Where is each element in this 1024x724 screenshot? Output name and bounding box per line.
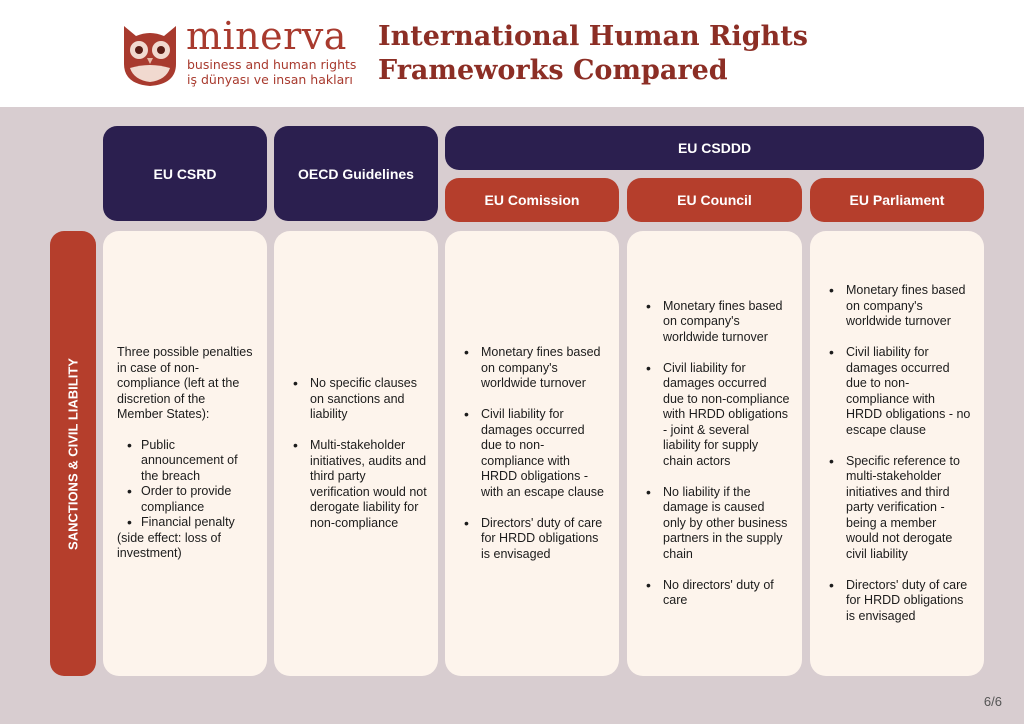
- csrd-outro: (side effect: loss of investment): [117, 530, 221, 561]
- list-item: • Monetary fines based on company's worldwide turnover: [481, 345, 607, 392]
- column-header-eu-parliament: EU Parliament: [810, 178, 984, 222]
- page-title: International Human Rights Frameworks Compared: [378, 21, 808, 86]
- cell-oecd-guidelines: [274, 231, 438, 676]
- commission-list: [445, 345, 607, 562]
- cell-eu-council: [627, 231, 802, 676]
- cell-eu-parliament: [810, 231, 984, 676]
- list-item: • Monetary fines based on company's worldwide turnover: [663, 299, 790, 346]
- column-header-eu-csrd: EU CSRD: [103, 126, 267, 221]
- column-header-eu-council: EU Council: [627, 178, 802, 222]
- list-item: • Specific reference to multi-stakeholder initiatives and third party verification - being a member would not derogate civil liability: [846, 454, 972, 563]
- cell-eu-commission: [445, 231, 619, 676]
- csrd-penalty-list: [117, 438, 253, 531]
- list-item: • Civil liability for damages occurred due to non-compliance with HRDD obligations - joint & several liability for supply chain actors: [663, 361, 790, 470]
- list-item: • Financial penalty: [141, 515, 253, 531]
- row-label-box: [50, 231, 96, 676]
- list-item: • Civil liability for damages occurred due to non-compliance with HRDD obligations - no escape clause: [846, 345, 972, 438]
- list-item: • No liability if the damage is caused only by other business partners in the supply chain: [663, 485, 790, 563]
- brand-name: minerva: [186, 14, 347, 58]
- list-item: • Monetary fines based on company's worldwide turnover: [846, 283, 972, 330]
- csrd-intro: Three possible penalties in case of non-compliance (left at the discretion of the Member States):: [117, 345, 253, 422]
- list-item: • Public announcement of the breach: [141, 438, 253, 485]
- column-header-eu-commission: EU Comission: [445, 178, 619, 222]
- parliament-list: [810, 283, 972, 624]
- list-item: • Directors' duty of care for HRDD obligations is envisaged: [846, 578, 972, 625]
- column-header-eu-csddd: EU CSDDD: [445, 126, 984, 170]
- brand-subtitle-tr: iş dünyası ve insan hakları: [187, 72, 353, 87]
- list-item: • No directors' duty of care: [663, 578, 790, 609]
- owl-icon: [118, 18, 182, 88]
- list-item: • Multi-stakeholder initiatives, audits and third party verification would not derogate liability for non-compliance: [310, 438, 428, 531]
- column-header-oecd-guidelines: OECD Guidelines: [274, 126, 438, 221]
- brand-subtitle-en: business and human rights: [187, 57, 357, 72]
- row-label: SANCTIONS & CIVIL LIABILITY: [65, 357, 81, 550]
- oecd-list: [274, 376, 428, 531]
- page-header: [0, 0, 1024, 107]
- cell-eu-csrd: [103, 231, 267, 676]
- list-item: • Directors' duty of care for HRDD obligations is envisaged: [481, 516, 607, 563]
- list-item: • No specific clauses on sanctions and liability: [310, 376, 428, 423]
- council-list: [627, 299, 790, 609]
- page-number: 6/6: [983, 694, 1002, 709]
- list-item: • Order to provide compliance: [141, 484, 253, 515]
- list-item: • Civil liability for damages occurred due to non-compliance with HRDD obligations - with an escape clause: [481, 407, 607, 500]
